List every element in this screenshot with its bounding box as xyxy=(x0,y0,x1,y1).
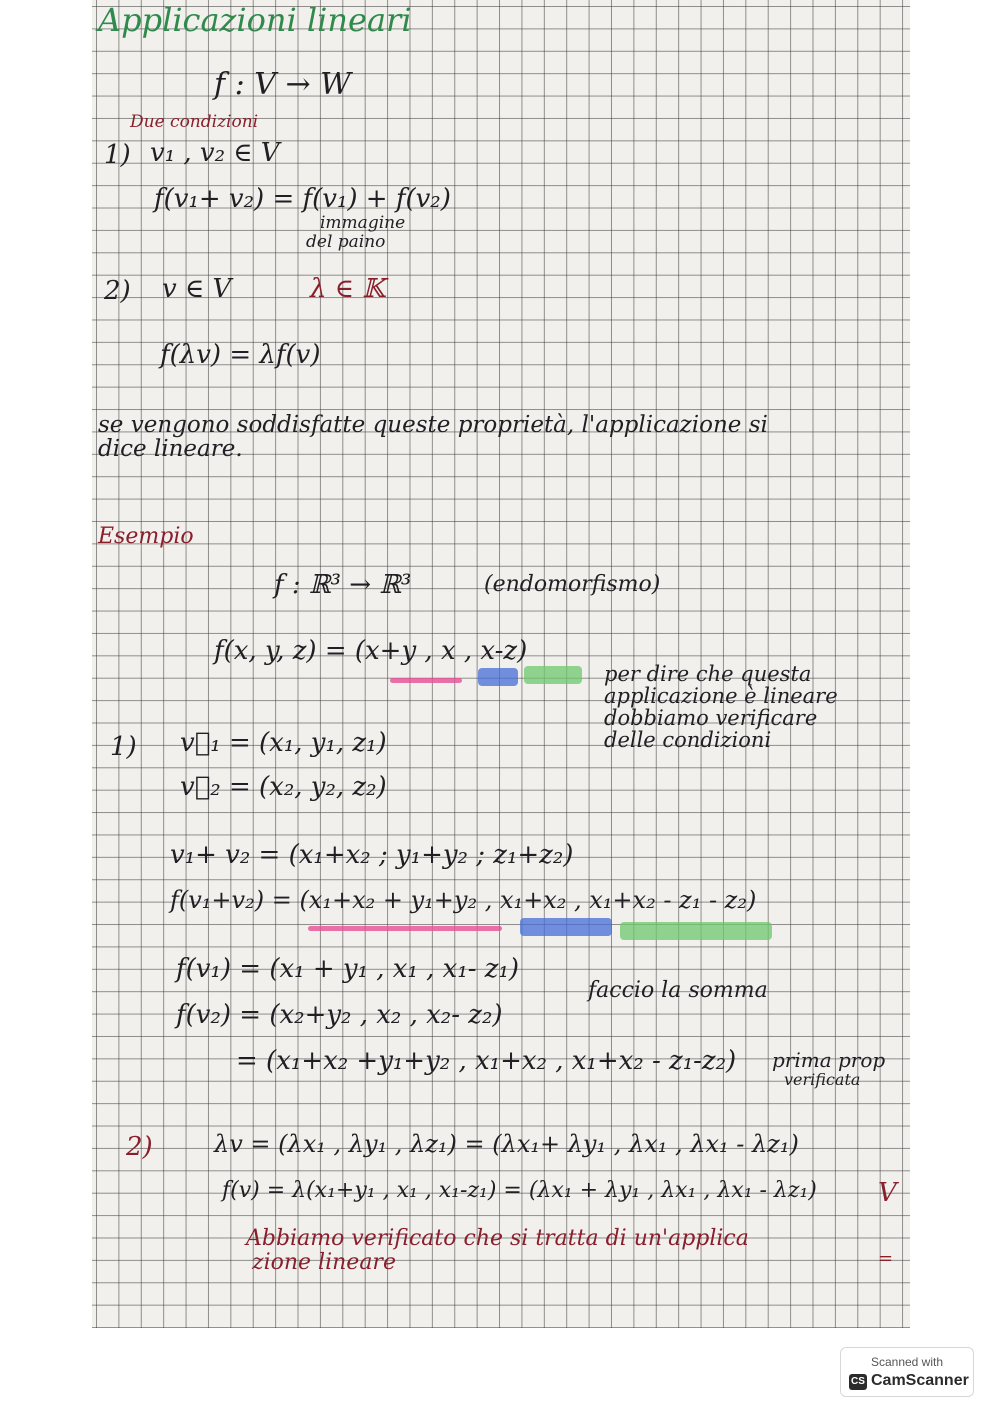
badge-app-name: CamScanner xyxy=(871,1372,969,1389)
highlight-pink-example xyxy=(390,678,462,683)
side-note-line-4: delle condizioni xyxy=(604,728,772,752)
conclusion-line-1: Abbiamo verificato che si tratta di un'applica xyxy=(246,1226,749,1251)
highlight-green-example xyxy=(524,666,582,684)
step-1-line-2: v⃗₂ = (x₂, y₂, z₂) xyxy=(180,772,387,802)
step-2-line-1: λv = (λx₁ , λy₁ , λz₁) = (λx₁+ λy₁ , λx₁ , λx₁ - λz₁) xyxy=(214,1130,799,1158)
camscanner-badge xyxy=(840,1347,974,1397)
highlight-pink-step1 xyxy=(308,926,502,931)
example-map: f : ℝ³ → ℝ³ xyxy=(274,570,412,600)
highlight-blue-step1 xyxy=(520,918,612,936)
condition-2-scalar: λ ∈ 𝕂 xyxy=(310,274,385,304)
sum-note: faccio la somma xyxy=(588,978,768,1003)
verified-line-1: prima prop xyxy=(772,1048,886,1072)
condition-1-note-line1: immagine xyxy=(320,213,406,233)
badge-top-text: Scanned with xyxy=(870,1355,944,1369)
highlight-green-step1 xyxy=(620,922,772,940)
example-definition: f(x, y, z) = (x+y , x , x-z) xyxy=(214,636,528,666)
example-label: Esempio xyxy=(98,524,194,549)
map-definition: f : V → W xyxy=(214,67,351,102)
step-2-line-2: f(v) = λ(x₁+y₁ , x₁ , x₁-z₁) = (λx₁ + λy₁ , λx₁ , λx₁ - λz₁) xyxy=(222,1178,817,1203)
step-1-line-5: f(v₁) = (x₁ + y₁ , x₁ , x₁- z₁) xyxy=(176,954,520,984)
statement-line-1: se vengono soddisfatte queste proprietà, l'applicazione si xyxy=(98,412,768,438)
step-1-line-6: f(v₂) = (x₂+y₂ , x₂ , x₂- z₂) xyxy=(176,1000,503,1030)
notebook-page xyxy=(92,0,910,1328)
conclusion-line-2: zione lineare xyxy=(252,1250,396,1275)
condition-1-vectors: v₁ , v₂ ∈ V xyxy=(150,138,280,168)
step-1-line-7: = (x₁+x₂ +y₁+y₂ , x₁+x₂ , x₁+x₂ - z₁-z₂) xyxy=(236,1046,737,1076)
side-note-line-1: per dire che questa xyxy=(604,662,812,686)
step-1-number: 1) xyxy=(110,732,137,762)
condition-1-formula: f(v₁+ v₂) = f(v₁) + f(v₂) xyxy=(154,184,451,214)
condition-1-number: 1) xyxy=(104,140,131,170)
step-1-line-3: v₁+ v₂ = (x₁+x₂ ; y₁+y₂ ; z₁+z₂) xyxy=(170,840,574,870)
condition-2-vector: v ∈ V xyxy=(162,274,232,304)
step-2-check: V xyxy=(878,1178,897,1208)
side-note-line-3: dobbiamo verificare xyxy=(604,706,818,730)
condition-1-note-line2: del paino xyxy=(306,232,386,252)
conclusion-mark: = xyxy=(878,1248,894,1269)
camscanner-logo-icon: CS xyxy=(849,1374,867,1390)
statement-line-2: dice lineare. xyxy=(98,436,243,462)
page-title: Applicazioni lineari xyxy=(98,1,412,39)
verified-line-2: verificata xyxy=(784,1070,861,1089)
step-2-number: 2) xyxy=(126,1132,153,1162)
side-note-line-2: applicazione è lineare xyxy=(604,684,838,708)
step-1-line-4: f(v₁+v₂) = (x₁+x₂ + y₁+y₂ , x₁+x₂ , x₁+x₂ - z₁ - z₂) xyxy=(170,886,757,914)
example-map-note: (endomorfismo) xyxy=(484,572,661,597)
condition-2-formula: f(λv) = λf(v) xyxy=(160,340,321,370)
highlight-blue-example xyxy=(478,668,518,686)
conditions-label: Due condizioni xyxy=(130,112,259,132)
condition-2-number: 2) xyxy=(104,276,131,306)
step-1-line-1: v⃗₁ = (x₁, y₁, z₁) xyxy=(180,728,387,758)
